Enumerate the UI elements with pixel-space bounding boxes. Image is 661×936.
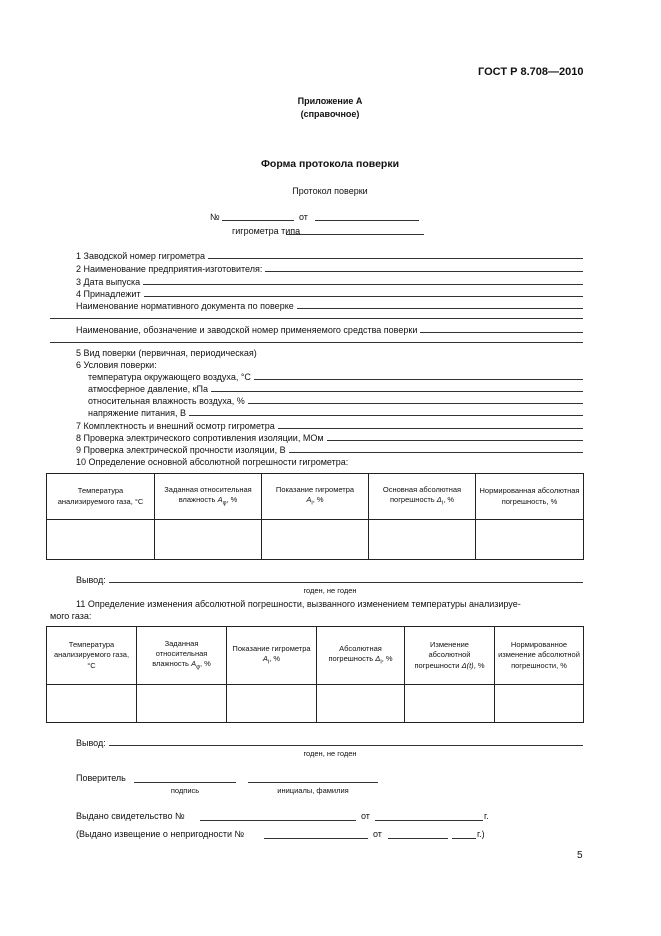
item-1-label: 1 Заводской номер гигрометра — [76, 251, 206, 261]
table-cell — [405, 685, 495, 723]
item-10: 10 Определение основной абсолютной погрешности гигрометра: — [76, 457, 349, 467]
t1-h3a: Показание гигрометра — [275, 485, 355, 495]
t2-h2sym: A — [191, 659, 197, 669]
notice-label: (Выдано извещение о непригодности № — [76, 829, 245, 839]
signature-caption: подпись — [170, 786, 200, 795]
t1-h2sub: φ — [222, 500, 227, 507]
form-title: Форма протокола поверки — [260, 158, 400, 170]
conclusion-1-label: Вывод: — [76, 575, 106, 585]
item-3 — [76, 276, 583, 287]
t1-h4a: Основная абсолютная погрешность — [382, 485, 462, 505]
item-6: 6 Условия поверки: — [76, 360, 157, 370]
notice-from-label: от — [373, 829, 382, 839]
item-7 — [76, 420, 583, 431]
table-1 — [46, 473, 584, 560]
t2-h4a: Абсолютная погрешность — [328, 644, 382, 664]
conclusion-1-caption: годен, не годен — [303, 586, 357, 595]
table-cell — [317, 685, 405, 723]
table-cell — [476, 520, 584, 560]
t1-h1: Температура анализируемого газа, °С — [57, 486, 144, 506]
means-blank-2 — [50, 342, 583, 343]
t2-h2b: , % — [199, 659, 211, 669]
t1-col-set-humidity — [155, 474, 262, 520]
certificate-number-blank — [200, 820, 356, 821]
standard-number: ГОСТ Р 8.708—2010 — [478, 66, 584, 78]
table-cell — [47, 685, 137, 723]
t1-col-normalized — [476, 474, 584, 520]
t2-h3sym: A — [262, 654, 268, 664]
normdoc-label: Наименование нормативного документа по поверке — [76, 301, 294, 311]
t2-h6: Нормированное изменение абсолютной погрешности, % — [498, 640, 580, 670]
t2-col-temperature — [47, 627, 137, 685]
date-blank — [315, 220, 419, 221]
appendix-subtitle: (справочное) — [300, 109, 360, 119]
cond-voltage-label: напряжение питания, В — [88, 408, 186, 418]
t2-h5sym: Δ(t) — [461, 660, 474, 670]
t2-h5a: Изменение абсолютной погрешности — [414, 640, 471, 670]
t1-h2sym: A — [217, 495, 223, 505]
table-1-header — [47, 474, 584, 520]
cond-pressure-blank — [211, 383, 583, 392]
t2-col-normalized-change — [495, 627, 584, 685]
number-label: № — [210, 212, 220, 222]
item-8-blank — [327, 432, 583, 441]
certificate-date-blank — [375, 820, 483, 821]
item-5: 5 Вид поверки (первичная, периодическая) — [76, 348, 257, 358]
item-1-blank — [208, 250, 583, 259]
item-8 — [76, 432, 583, 443]
t2-h4sub: i — [380, 659, 382, 666]
t2-h2a: Заданная относительная влажность — [152, 639, 208, 669]
conclusion-2-caption: годен, не годен — [303, 749, 357, 758]
t1-col-reading — [262, 474, 369, 520]
normdoc-line — [76, 300, 583, 311]
t1-h2a: Заданная относительная влажность — [164, 485, 252, 505]
means-line — [76, 324, 583, 335]
table-cell — [47, 520, 155, 560]
t2-h5b: , % — [473, 660, 485, 670]
hygrometer-type-label: гигрометра типа — [232, 226, 301, 236]
item-1 — [76, 250, 583, 261]
cond-pressure-label: атмосферное давление, кПа — [88, 384, 209, 394]
t2-h2sub: φ — [196, 664, 200, 671]
item-7-blank — [278, 420, 583, 429]
table-row — [47, 685, 584, 723]
t2-col-set-humidity — [137, 627, 227, 685]
t2-h3b: , % — [269, 654, 281, 664]
table-2-header — [47, 627, 584, 685]
t1-h3sub: i — [311, 500, 313, 507]
certificate-label: Выдано свидетельство № — [76, 811, 185, 821]
conclusion-2-label: Вывод: — [76, 738, 106, 748]
name-caption: инициалы, фамилия — [277, 786, 349, 795]
t1-h4sub: i — [441, 500, 444, 507]
conclusion-2-blank — [109, 737, 583, 746]
item-4-label: 4 Принадлежит — [76, 289, 141, 299]
t1-h4b: , % — [443, 495, 455, 505]
number-blank — [222, 220, 294, 221]
name-blank — [248, 782, 378, 783]
from-label: от — [299, 212, 308, 222]
notice-year-label: г.) — [477, 829, 485, 839]
notice-date-blank — [388, 838, 448, 839]
conclusion-1 — [76, 574, 583, 585]
item-3-blank — [143, 276, 583, 285]
means-blank — [420, 324, 583, 333]
item-2 — [76, 263, 583, 274]
t1-col-error — [369, 474, 476, 520]
certificate-year-label: г. — [484, 811, 489, 821]
t2-col-error-change — [405, 627, 495, 685]
t2-h1: Температура анализируемого газа, °С — [53, 640, 130, 670]
item-2-blank — [265, 263, 583, 272]
item-11-line-2: мого газа: — [50, 611, 92, 621]
table-cell — [495, 685, 584, 723]
normdoc-blank — [297, 300, 583, 309]
type-blank — [286, 234, 424, 235]
cond-temp-blank — [254, 371, 583, 380]
t2-h4b: , % — [381, 654, 393, 664]
cond-temp-label: температура окружающего воздуха, °С — [88, 372, 251, 382]
t1-h2b: , % — [226, 495, 238, 505]
appendix-title: Приложение А — [297, 96, 363, 106]
conclusion-2 — [76, 737, 583, 748]
cond-temp — [88, 371, 583, 382]
table-cell — [369, 520, 476, 560]
signature-blank — [134, 782, 236, 783]
t1-h5: Нормированная абсолютная погрешность, % — [479, 486, 580, 506]
t2-h3a: Показание гигрометра — [232, 644, 311, 654]
cond-pressure — [88, 383, 583, 394]
page-number: 5 — [577, 850, 583, 861]
item-9 — [76, 444, 583, 455]
t2-h4sym: Δ — [375, 654, 381, 664]
item-4-blank — [144, 288, 583, 297]
table-cell — [137, 685, 227, 723]
t1-col-temperature — [47, 474, 155, 520]
table-2 — [46, 626, 584, 723]
notice-year-blank — [452, 838, 476, 839]
cond-humidity — [88, 395, 583, 406]
item-11-line-1: 11 Определение изменения абсолютной погрешности, вызванного изменением температуры анализируе- — [76, 599, 521, 609]
table-cell — [155, 520, 262, 560]
t2-col-reading — [227, 627, 317, 685]
item-9-label: 9 Проверка электрической прочности изоляции, В — [76, 445, 286, 455]
protocol-label: Протокол поверки — [292, 186, 368, 196]
item-4 — [76, 288, 583, 299]
table-cell — [262, 520, 369, 560]
cond-voltage-blank — [189, 407, 583, 416]
t1-h4sym: Δ — [436, 495, 442, 505]
t1-h3b: , % — [312, 495, 324, 505]
item-9-blank — [289, 444, 583, 453]
cond-humidity-blank — [248, 395, 583, 404]
means-label: Наименование, обозначение и заводской номер применяемого средства поверки — [76, 325, 418, 335]
conclusion-1-blank — [109, 574, 583, 583]
table-cell — [227, 685, 317, 723]
verifier-label: Поверитель — [76, 773, 126, 783]
t1-h3sym: A — [306, 495, 312, 505]
t2-h3sub: i — [267, 659, 270, 666]
item-3-label: 3 Дата выпуска — [76, 277, 141, 287]
cond-humidity-label: относительная влажность воздуха, % — [88, 396, 245, 406]
item-7-label: 7 Комплектность и внешний осмотр гигрометра — [76, 421, 275, 431]
item-8-label: 8 Проверка электрического сопротивления изоляции, МОм — [76, 433, 324, 443]
notice-number-blank — [264, 838, 368, 839]
t2-col-error — [317, 627, 405, 685]
cond-voltage — [88, 407, 583, 418]
normdoc-blank-2 — [50, 318, 583, 319]
table-row — [47, 520, 584, 560]
certificate-from-label: от — [361, 811, 370, 821]
item-2-label: 2 Наименование предприятия-изготовителя: — [76, 264, 263, 274]
